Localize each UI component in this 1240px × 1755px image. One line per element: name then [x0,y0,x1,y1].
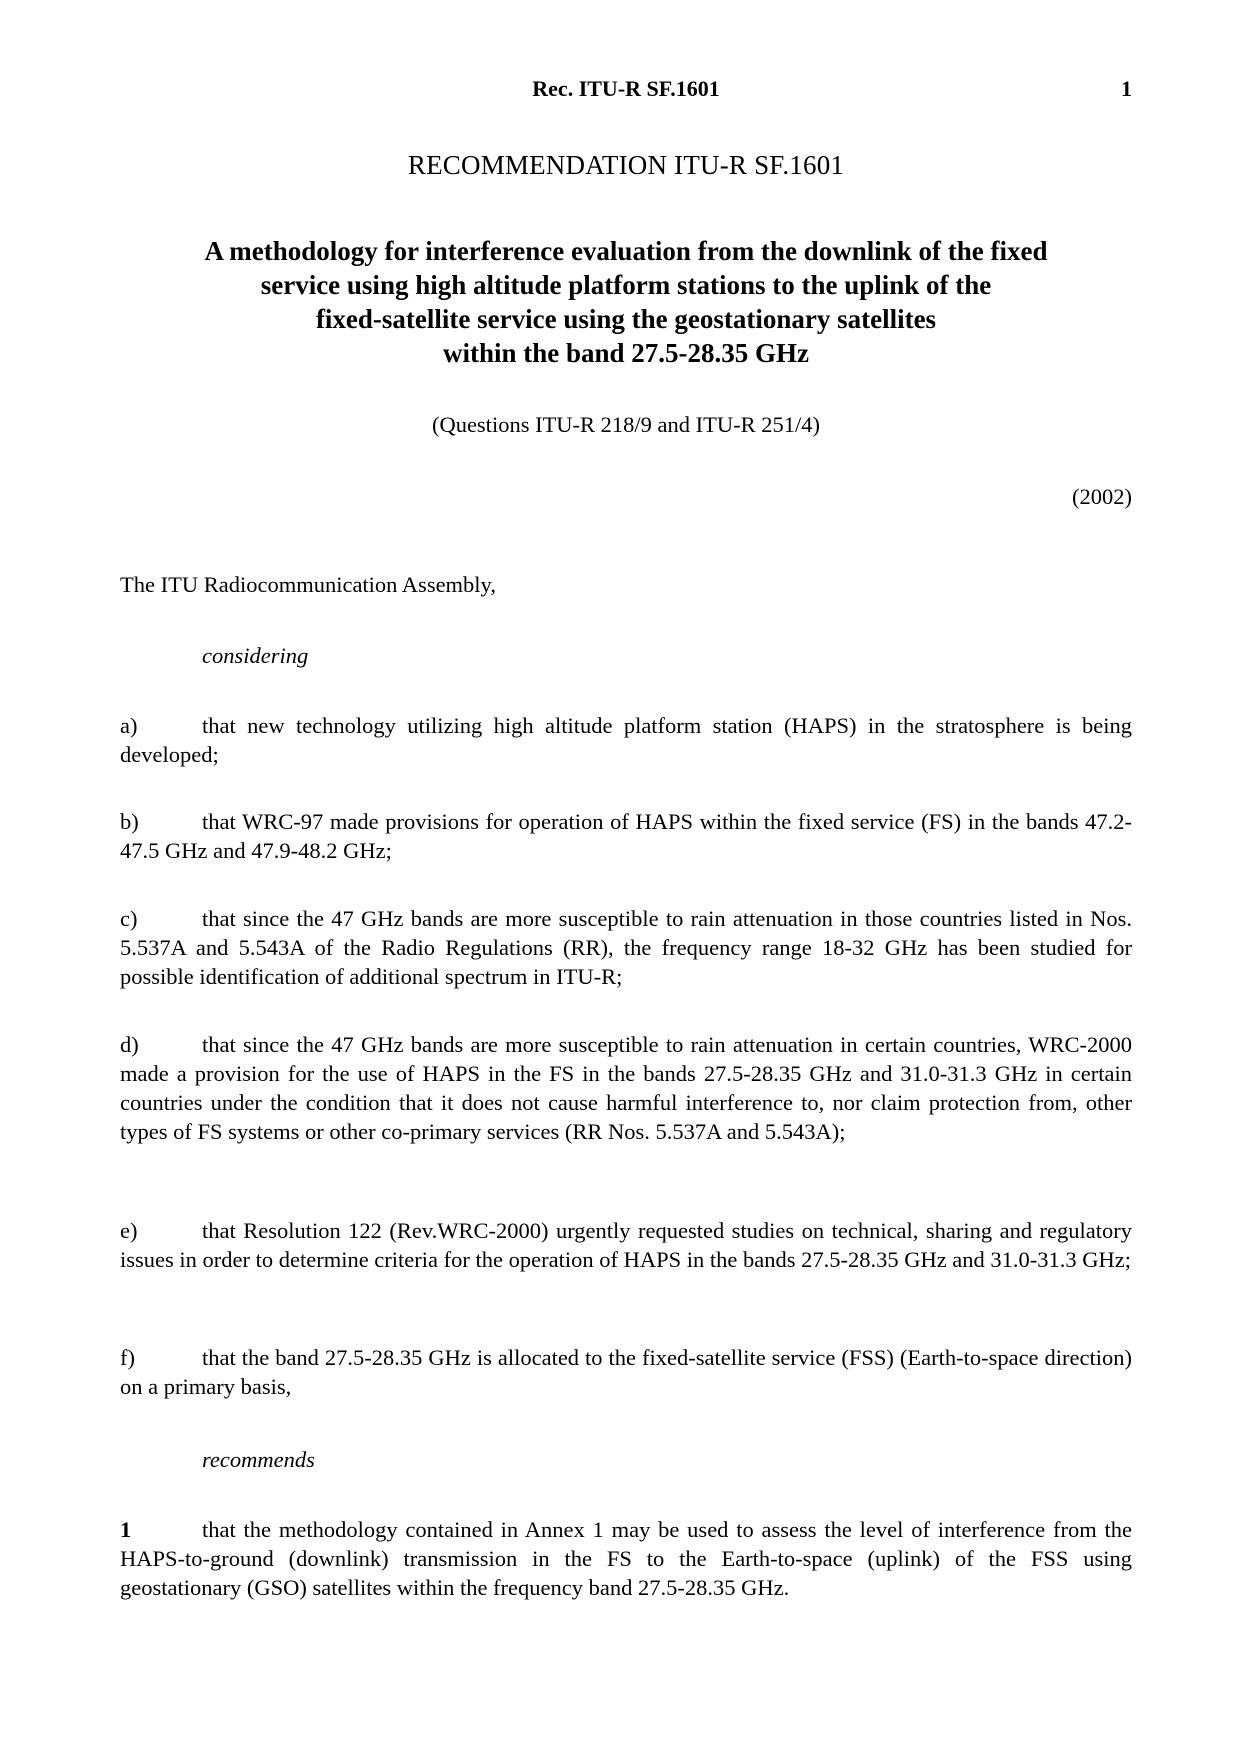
recommends-heading: recommends [202,1447,315,1472]
item-marker: e) [120,1218,138,1243]
running-header [120,76,1132,106]
item-marker: f) [120,1345,135,1370]
item-marker: c) [120,906,138,931]
title-line: service using high altitude platform stations to the uplink of the [260,270,992,300]
item-text: that the band 27.5-28.35 GHz is allocated to the fixed-satellite service (FSS) (Earth-to-space direction) on a primary basis, [120,1345,1132,1399]
item-text: that since the 47 GHz bands are more susceptible to rain attenuation in those countries listed in Nos. 5.537A and 5.543A of the Radio Regulations (RR), the frequency range 18-32 GHz has been studied for possible identification of additional spectrum in ITU-R; [120,906,1132,989]
item-text: that the methodology contained in Annex 1 may be used to assess the level of interference from the HAPS-to-ground (downlink) transmission in the FS to the Earth-to-space (uplink) of the FSS using geostationary (GSO) satellites within the frequency band 27.5-28.35 GHz. [120,1517,1132,1600]
page-number: 1 [1121,76,1132,101]
item-text: that WRC-97 made provisions for operation of HAPS within the fixed service (FS) in the bands 47.2-47.5 GHz and 47.9-48.2 GHz; [120,809,1132,863]
considering-item-b [120,807,1132,865]
title-line: A methodology for interference evaluation from the downlink of the fixed [204,236,1048,266]
considering-item-e [120,1216,1132,1274]
considering-heading: considering [202,643,309,668]
item-text: that since the 47 GHz bands are more susceptible to rain attenuation in certain countries, WRC-2000 made a provision for the use of HAPS in the FS in the bands 27.5-28.35 GHz and 31.0-31.3 GHz in certain countries under the condition that it does not cause harmful interference to, nor claim protection from, other types of FS systems or other co-primary services (RR Nos. 5.537A and 5.543A); [120,1032,1132,1144]
document-title [120,234,1132,370]
recommendation-number: RECOMMENDATION ITU-R SF.1601 [407,150,845,180]
item-text: that new technology utilizing high altitude platform station (HAPS) in the stratosphere is being developed; [120,713,1132,767]
running-title: Rec. ITU-R SF.1601 [532,76,720,101]
item-marker: b) [120,809,139,834]
considering-item-d [120,1030,1132,1146]
item-marker: 1 [120,1517,132,1542]
considering-item-a [120,711,1132,769]
considering-item-f [120,1343,1132,1401]
item-text: that Resolution 122 (Rev.WRC-2000) urgently requested studies on technical, sharing and regulatory issues in order to determine criteria for the operation of HAPS in the bands 27.5-28.35 GHz and 31.0-31.3 GHz; [120,1218,1132,1272]
item-marker: d) [120,1032,139,1057]
item-marker: a) [120,713,138,738]
recommends-item-1 [120,1515,1132,1602]
title-line: within the band 27.5-28.35 GHz [442,338,810,368]
approval-year: (2002) [1072,484,1132,509]
title-line: fixed-satellite service using the geostationary satellites [315,304,937,334]
assembly-intro: The ITU Radiocommunication Assembly, [120,572,496,597]
questions-reference: (Questions ITU-R 218/9 and ITU-R 251/4) [431,412,821,437]
considering-item-c [120,904,1132,991]
